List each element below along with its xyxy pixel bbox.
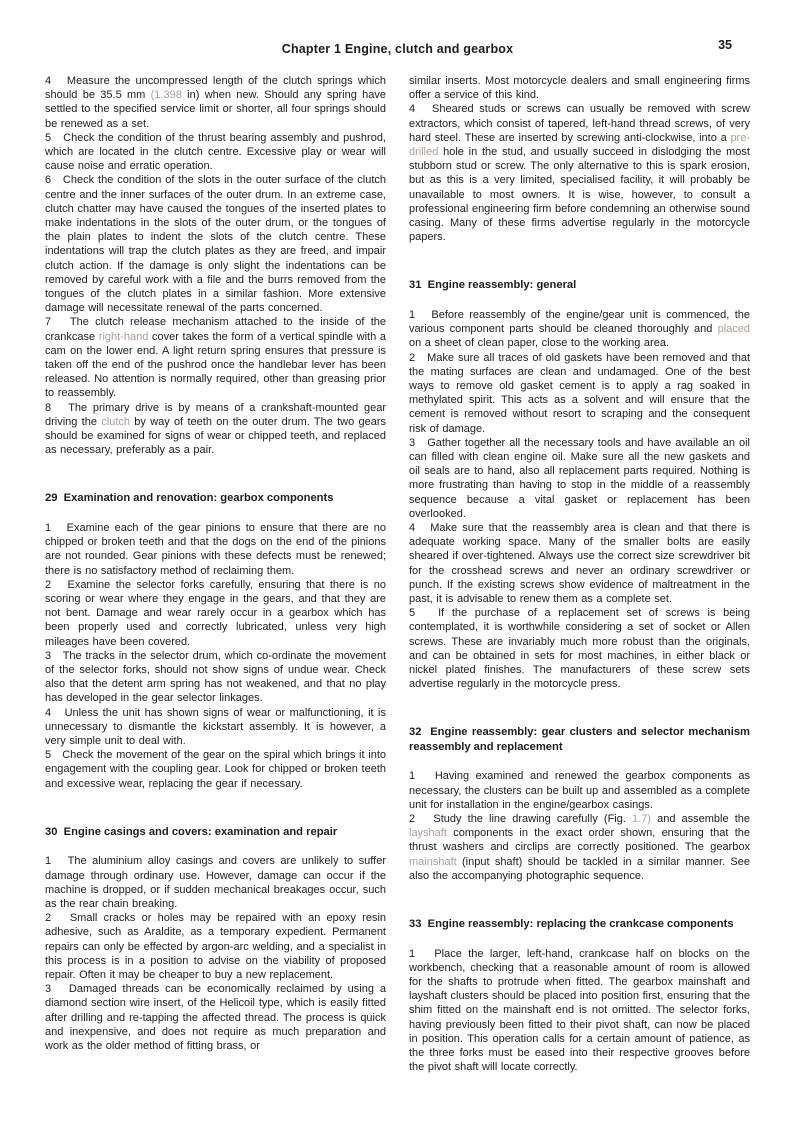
- highlighted-word: clutch: [101, 415, 131, 428]
- paragraph: [409, 947, 750, 1075]
- chapter-title: Chapter 1 Engine, clutch and gearbox: [281, 42, 514, 56]
- paragraph: [45, 982, 386, 1053]
- text-segment: 30 Engine casings and covers: examination and repair: [45, 825, 338, 838]
- paragraph: [45, 521, 386, 578]
- page-header: [45, 38, 750, 60]
- paragraph: [45, 854, 386, 911]
- paragraph: [409, 521, 750, 606]
- page-number: 35: [718, 38, 732, 52]
- paragraph: [409, 351, 750, 436]
- paragraph: [45, 131, 386, 174]
- text-segment: 7 The clutch release mechanism attached to the inside of the crankcase: [45, 316, 386, 343]
- highlighted-word: layshaft: [409, 827, 447, 840]
- paragraph: [45, 74, 386, 131]
- highlighted-word: pre-drilled: [409, 131, 750, 159]
- text-segment: 4 Measure the uncompressed length of the clutch springs which should be 35.5 mm: [45, 75, 386, 102]
- paragraph: [45, 748, 386, 791]
- text-segment: 4 Sheared studs or screws can usually be removed with screw extractors, which consist of tapered, left-hand thread screws, of very hard steel. These are inserted by screwing anti-clockwise, into a: [409, 103, 750, 144]
- text-segment: by way of teeth on the outer drum. The two gears should be examined for signs of wear or chipped teeth, and replaced as necessary, preferably as a pair.: [45, 415, 387, 457]
- paragraph: [409, 102, 750, 244]
- paragraph: [409, 436, 750, 521]
- section-heading: [409, 725, 750, 754]
- highlighted-word: 1.7): [632, 813, 651, 826]
- text-segment: 6 Check the condition of the slots in the outer surface of the clutch centre and the inner surfaces of the outer drum. In an extreme case, clutch chatter may have caused the tongues of the inserted plates to make indentations in the slots of the outer drum, or the tongues of the plain plates to indent the slots of the clutch centre. These indentations will trap the clutch plates as they are freed, and impair clutch action. If the damage is only slight the indentations can be removed by careful work with a file and the burrs removed from the tongues of the clutch plates in a similar fashion. More extensive damage will necessitate renewal of the parts concerned.: [45, 174, 386, 315]
- paragraph: [409, 74, 750, 102]
- right-column: [409, 74, 750, 1074]
- text-segment: 5 If the purchase of a replacement set of screws is being contemplated, it is worthwhile considering a set of socket or Allen screws. These are invariably much more robust than the originals, and can be obtained in sets for most machines, in either black or nickel plated finishes. The manufacturers of these screw sets advertise regularly in the motorcycle press.: [409, 607, 750, 691]
- two-column-body: [45, 74, 750, 1074]
- text-segment: and assemble the: [650, 813, 750, 826]
- text-segment: 4 Unless the unit has shown signs of wear or malfunctioning, it is unnecessary to dismantle the kickstart assembly. It is however, a very simple unit to deal with.: [45, 706, 386, 748]
- text-segment: 32 Engine reassembly: gear clusters and selector mechanism reassembly and replacement: [409, 726, 750, 753]
- text-segment: 5 Check the condition of the thrust bearing assembly and pushrod, which are located in the clutch centre. Excessive play or wear will cause noise and erratic operation.: [45, 131, 386, 173]
- paragraph: [45, 649, 386, 706]
- paragraph: [45, 911, 386, 982]
- text-segment: 3 Gather together all the necessary tools and have available an oil can filled with clean engine oil. Make sure all the new gaskets and oil seals are to hand, also all replacement parts required. Nothing is more frustrating than having to stop in the middle of a reassembly sequence because a vital gasket or replacement has been overlooked.: [409, 436, 750, 520]
- text-segment: 2 Examine the selector forks carefully, ensuring that there is no scoring or wear where they engage in the gears, and that they are not bent. Damage and wear rarely occur in a gearbox which has been properly used and correctly lubricated, unless very high mileages have been covered.: [45, 578, 386, 648]
- highlighted-word: placed: [717, 323, 750, 336]
- paragraph: [45, 173, 386, 315]
- section-heading: [409, 917, 750, 932]
- text-segment: 1 Having examined and renewed the gearbox components as necessary, the clusters can be built up and assembled as a complete unit for installation in the engine/gearbox casings.: [409, 770, 750, 811]
- text-segment: 2 Small cracks or holes may be repaired with an epoxy resin adhesive, such as Araldite, as a temporary expedient. Permanent repairs can only be effected by argon-arc welding, and a specialist in this process is in a position to advise on the viability of proposed repair. Often it may be cheaper to buy a new replacement.: [45, 912, 386, 981]
- text-segment: in) when new. Should any spring have settled to the specified service limit or shorter, all four springs should be renewed as a set.: [45, 89, 386, 130]
- text-segment: on a sheet of clean paper, close to the working area.: [409, 337, 669, 350]
- text-segment: 1 Examine each of the gear pinions to ensure that there are no chipped or broken teeth and that the dogs on the end of the pinions are not rounded. Gear pinions with these defects must be renewed; there is no satisfactory method of reclaiming them.: [45, 521, 386, 577]
- paragraph: [45, 578, 386, 649]
- left-column: [45, 74, 386, 1074]
- text-segment: 1 Before reassembly of the engine/gear unit is commenced, the various component parts should be cleaned thoroughly and: [409, 308, 750, 336]
- text-segment: hole in the stud, and usually succeed in dislodging the most stubborn stud or screw. The only alternative to this is spark erosion, but as this is a very limited, specialised facility, it will probably be unavailable to most owners. It is wise, however, to consult a professional engineering firm before condemning an otherwise sound casing. Many of these firms advertise regularly in the motorcycle papers.: [409, 146, 750, 244]
- text-segment: components in the exact order shown, ensuring that the thrust washers and circlips are correctly positioned. The gearbox: [409, 827, 750, 854]
- text-segment: 1 The aluminium alloy casings and covers are unlikely to suffer damage through ordinary use. However, damage can occur if the machine is dropped, or if sudden mechanical breakages occur, such as the rear chain breaking.: [45, 855, 386, 910]
- text-segment: 1 Place the larger, left-hand, crankcase half on blocks on the workbench, checking that a reasonable amount of room is allowed for the shafts to protrude when fitted. The gearbox mainshaft and layshaft clusters should be placed into position first, ensuring that the shim fitted on the mainshaft end is not omitted. The selector forks, having previously been fitted to their pivot shaft, can now be placed in position. This operation calls for a certain amount of patience, as the three forks must be eased into their respective grooves before the pivot shaft will locate correctly.: [409, 947, 750, 1074]
- paragraph: [45, 706, 386, 749]
- section-heading: [45, 825, 386, 840]
- text-segment: 2 Study the line drawing carefully (Fig.: [409, 813, 633, 826]
- text-segment: 3 Damaged threads can be economically reclaimed by using a diamond section wire insert, of the Helicoil type, which is easily fitted after drilling and re-tapping the affected thread. The process is quick and inexpensive, and does not require as much preparation and work as the older method of fitting brass, or: [45, 983, 386, 1052]
- highlighted-word: right-hand: [98, 330, 149, 343]
- paragraph: [45, 401, 386, 458]
- text-segment: 2 Make sure all traces of old gaskets have been removed and that the mating surfaces are clean and undamaged. One of the best ways to remove old gasket cement is to apply a rag soaked in methylated spirit. This acts as a solvent and will ensure that the cement is removed without resort to scraping and the consequent risk of damage.: [409, 351, 750, 435]
- text-segment: (input shaft) should be tackled in a similar manner. See also the accompanying photographic sequence.: [409, 855, 750, 882]
- section-heading: [409, 278, 750, 293]
- text-segment: 29 Examination and renovation: gearbox components: [45, 492, 334, 505]
- text-segment: 31 Engine reassembly: general: [409, 279, 577, 292]
- text-segment: 8 The primary drive is by means of a crankshaft-mounted gear driving the: [45, 401, 386, 428]
- paragraph: [409, 769, 750, 812]
- text-segment: 33 Engine reassembly: replacing the crankcase components: [409, 918, 734, 931]
- section-heading: [45, 491, 386, 506]
- paragraph: [409, 308, 750, 351]
- paragraph: [409, 606, 750, 691]
- highlighted-word: (1.398: [150, 89, 182, 102]
- highlighted-word: mainshaft: [409, 855, 457, 868]
- text-segment: similar inserts. Most motorcycle dealers and small engineering firms offer a service of this kind.: [409, 75, 750, 102]
- text-segment: cover takes the form of a vertical spindle with a cam on the lower end. A light return spring ensures that pressure is taken off the end of the pushrod once the handlebar lever has been released. No attention is normally required, other than greasing prior to reassembly.: [45, 330, 386, 400]
- text-segment: 5 Check the movement of the gear on the spiral which brings it into engagement with the coupling gear. Look for chipped or broken teeth and excessive wear, replacing the gear if necessary.: [45, 749, 386, 790]
- paragraph: [45, 315, 386, 400]
- paragraph: [409, 812, 750, 883]
- text-segment: 4 Make sure that the reassembly area is clean and that there is adequate working space. Many of the smaller bolts are easily sheared if over-tightened. Always use the correct size screwdriver bit for the crosshead screws and never an ordinary screwdriver or punch. If the existing screws show evidence of maltreatment in the past, it is advisable to renew them as a complete set.: [409, 521, 750, 605]
- text-segment: 3 The tracks in the selector drum, which co-ordinate the movement of the selector forks, should not show signs of undue wear. Check also that the detent arm spring has not weakened, and that no play has developed in the gear selector linkages.: [45, 649, 386, 705]
